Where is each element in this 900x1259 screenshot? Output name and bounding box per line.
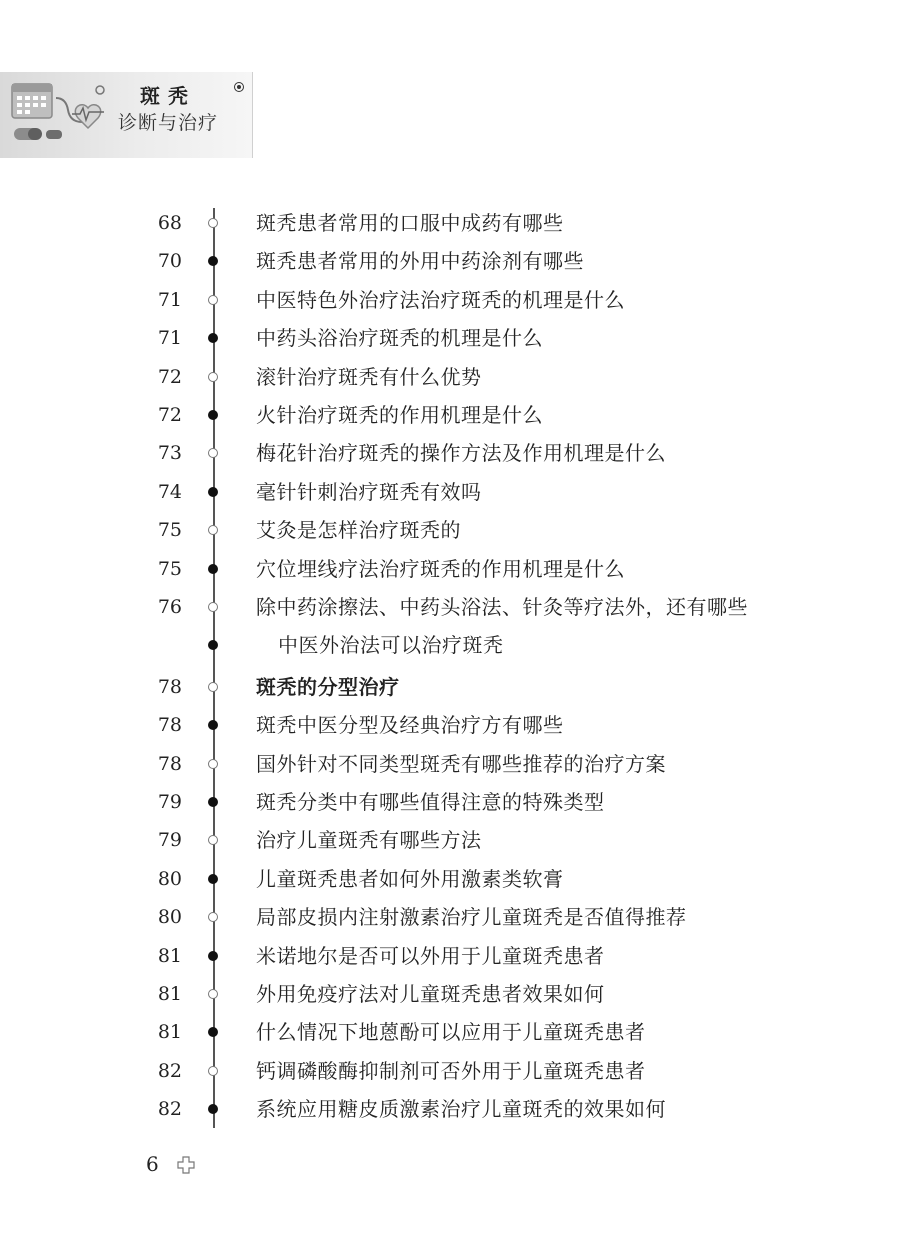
toc-entry[interactable] [0, 898, 900, 936]
toc-entry[interactable] [0, 434, 900, 472]
toc-entry[interactable] [0, 358, 900, 396]
book-subtitle: 诊断与治疗 [118, 112, 219, 134]
toc-entry-title: 斑秃中医分型及经典治疗方有哪些 [256, 713, 564, 738]
toc-entry[interactable] [0, 242, 900, 280]
toc-entry-title: 系统应用糖皮质激素治疗儿童斑秃的效果如何 [256, 1097, 666, 1122]
page-number: 6 [146, 1152, 159, 1176]
toc-page-number: 76 [157, 596, 182, 618]
toc-page-number: 75 [157, 557, 182, 580]
filled-bullet-icon [208, 951, 218, 961]
toc-page-number: 70 [157, 250, 182, 273]
toc-entry-title: 毫针针刺治疗斑秃有效吗 [256, 479, 482, 504]
toc-entry-title: 火针治疗斑秃的作用机理是什么 [256, 403, 543, 427]
toc-entry-title: 斑秃分类中有哪些值得注意的特殊类型 [256, 790, 605, 814]
medical-calendar-heart-icon [8, 78, 120, 148]
toc-entry[interactable] [0, 281, 900, 319]
toc-entry-title: 什么情况下地蒽酚可以应用于儿童斑秃患者 [256, 1020, 646, 1045]
toc-page-number: 72 [157, 404, 182, 426]
toc-entry[interactable] [0, 396, 900, 434]
open-bullet-icon [208, 525, 218, 535]
toc-entry-title: 穴位埋线疗法治疗斑秃的作用机理是什么 [256, 556, 625, 581]
toc-page-number: 80 [157, 906, 182, 929]
toc-page-number: 68 [157, 212, 182, 234]
toc-entry-title: 国外针对不同类型斑秃有哪些推荐的治疗方案 [256, 751, 666, 776]
toc-entry[interactable] [0, 706, 900, 744]
toc-page-number: 82 [157, 1098, 182, 1121]
toc-entry-title: 钙调磷酸酶抑制剂可否外用于儿童斑秃患者 [256, 1058, 646, 1083]
toc-entry-title: 除中药涂擦法、中药头浴法、针灸等疗法外，还有哪些 [256, 595, 748, 619]
toc-page-number: 75 [157, 519, 182, 542]
toc-entry[interactable] [0, 745, 900, 783]
open-bullet-icon [208, 218, 218, 228]
toc-entry-title: 儿童斑秃患者如何外用激素类软膏 [256, 866, 564, 891]
toc-entry[interactable] [0, 511, 900, 549]
toc-page-number: 81 [157, 944, 182, 967]
toc-entry[interactable] [0, 783, 900, 821]
filled-bullet-icon [208, 874, 218, 884]
toc-page-number: 81 [157, 983, 182, 1005]
toc-page-number: 73 [157, 442, 182, 465]
running-header [0, 72, 253, 158]
filled-bullet-icon [208, 1027, 218, 1037]
toc-entry-title: 外用免疫疗法对儿童斑秃患者效果如何 [256, 982, 605, 1006]
book-title: 斑秃 [140, 84, 196, 108]
filled-bullet-icon [208, 640, 218, 650]
toc-section-heading[interactable] [0, 668, 900, 706]
toc-entry[interactable] [0, 204, 900, 242]
open-bullet-icon [208, 989, 218, 999]
toc-entry-title: 斑秃患者常用的口服中成药有哪些 [256, 211, 564, 235]
toc-entry[interactable] [0, 588, 900, 626]
filled-bullet-icon [208, 720, 218, 730]
toc-entry[interactable] [0, 1052, 900, 1090]
toc-entry-title: 局部皮损内注射激素治疗儿童斑秃是否值得推荐 [256, 905, 687, 930]
toc-entry[interactable] [0, 626, 900, 664]
toc-entry-title: 斑秃患者常用的外用中药涂剂有哪些 [256, 249, 584, 274]
toc-entry[interactable] [0, 975, 900, 1013]
toc-entry-title: 中医特色外治疗法治疗斑秃的机理是什么 [256, 287, 625, 312]
open-bullet-icon [208, 682, 218, 692]
toc-entry-title: 中药头浴治疗斑秃的机理是什么 [256, 326, 543, 351]
toc-page-number: 79 [157, 791, 182, 813]
toc-entry[interactable] [0, 319, 900, 357]
toc-page-number: 71 [157, 327, 182, 350]
toc-entry[interactable] [0, 937, 900, 975]
toc-entry-title: 滚针治疗斑秃有什么优势 [256, 364, 482, 389]
toc-entry-title: 中医外治法可以治疗斑秃 [278, 633, 504, 658]
filled-bullet-icon [208, 256, 218, 266]
toc-page-number: 74 [157, 480, 182, 503]
medical-cross-icon [177, 1156, 195, 1174]
toc-page-number: 82 [157, 1059, 182, 1082]
toc-entry[interactable] [0, 1090, 900, 1128]
toc-page-number: 78 [157, 752, 182, 775]
toc-page-number: 79 [157, 829, 182, 852]
toc-entry-title: 米诺地尔是否可以外用于儿童斑秃患者 [256, 943, 605, 968]
toc-page-number: 78 [157, 714, 182, 737]
open-bullet-icon [208, 602, 218, 612]
toc-page-number: 71 [157, 288, 182, 311]
filled-bullet-icon [208, 797, 218, 807]
toc-entry[interactable] [0, 821, 900, 859]
open-bullet-icon [208, 295, 218, 305]
open-bullet-icon [208, 912, 218, 922]
toc-entry[interactable] [0, 1013, 900, 1051]
toc-page-number: 78 [157, 675, 182, 698]
toc-entry-title: 治疗儿童斑秃有哪些方法 [256, 828, 482, 853]
filled-bullet-icon [208, 1104, 218, 1114]
toc-page-number: 80 [157, 867, 182, 890]
filled-bullet-icon [208, 333, 218, 343]
filled-bullet-icon [208, 564, 218, 574]
toc-entry-title: 梅花针治疗斑秃的操作方法及作用机理是什么 [256, 441, 666, 466]
open-bullet-icon [208, 448, 218, 458]
toc-page-number: 81 [157, 1021, 182, 1044]
open-bullet-icon [208, 372, 218, 382]
toc-entry[interactable] [0, 473, 900, 511]
open-bullet-icon [208, 759, 218, 769]
toc-entry-title: 艾灸是怎样治疗斑秃的 [256, 518, 461, 543]
filled-bullet-icon [208, 410, 218, 420]
open-bullet-icon [208, 1066, 218, 1076]
filled-bullet-icon [208, 487, 218, 497]
target-dot-icon [234, 82, 244, 92]
toc-page-number: 72 [157, 365, 182, 388]
toc-entry-title: 斑秃的分型治疗 [256, 674, 400, 699]
toc-entry[interactable] [0, 860, 900, 898]
toc-entry[interactable] [0, 550, 900, 588]
open-bullet-icon [208, 835, 218, 845]
